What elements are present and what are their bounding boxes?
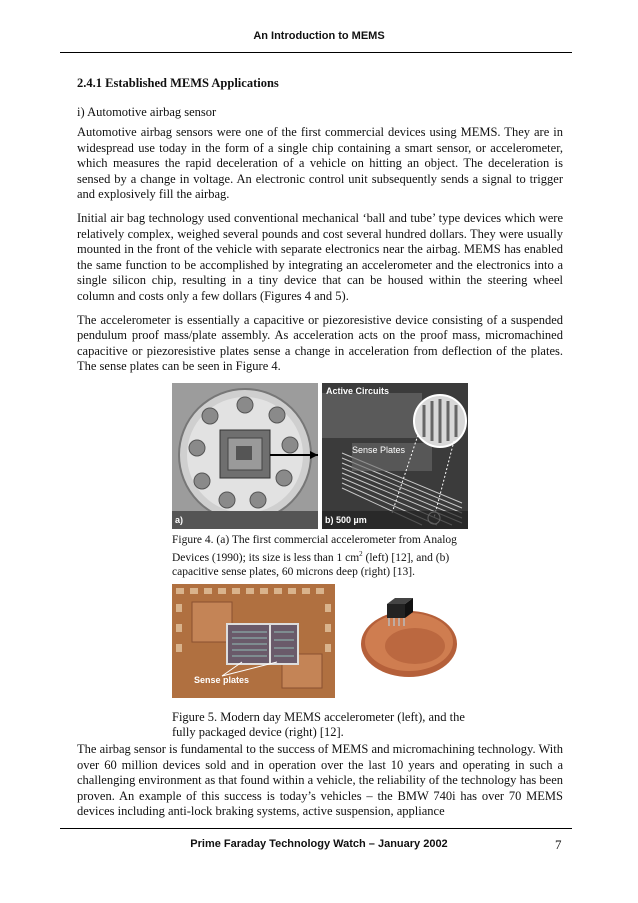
figure-4-caption [172,533,468,579]
paragraph-1: Automotive airbag sensors were one of the first commercial devices using MEMS. They are in widespread use today in the form of a single chip containing a smart sensor, or accelerometer, which measures the rapid deceleration of a vehicle on hitting an object. The deceleration is sensed by a change in voltage. An electronic control unit subsequently sends a signal to trigger and explosively fill the airbag. [77,125,563,202]
active-circuits-label: Active Circuits [326,386,390,396]
panel-a-label: a) [175,515,184,525]
page-number: 7 [555,837,562,852]
paragraph-4: The airbag sensor is fundamental to the success of MEMS and micromachining technology. With over 60 million devices sold and in operation over the last 10 years and operating in such a challenging environment as that found within a vehicle, the reliability of the technology has been proven. An example of this success is today’s vehicles – the BMW 740i has over 70 MEMS devices including anti-lock braking systems, active suspension, appliance [77,742,563,819]
panel-b-label: b) 500 µm [325,515,367,525]
footer-text: Prime Faraday Technology Watch – January 2002 [190,838,448,850]
page-content [77,72,563,383]
figure-5b-image [351,584,461,698]
figure-4b-image [322,383,468,529]
figure-5-caption: Figure 5. Modern day MEMS accelerometer (left), and the fully packaged device (right) [12]. [172,710,465,739]
subsection-heading: i) Automotive airbag sensor [77,105,217,119]
paragraph-2: Initial air bag technology used conventional mechanical ‘ball and tube’ type devices which were relatively complex, weighed several pounds and cost several hundred dollars. They were usually mounted in the front of the vehicle with separate electronics near the airbag. MEMS has enabled the same function to be accomplished by integrating an accelerometer and the electronics into a single silicon chip, resulting in a tiny device that can be housed within the steering wheel column and costs only a few dollars (Figures 4 and 5). [77,210,563,303]
figure-4-caption-text: Figure 4. (a) The first commercial accelerometer from Analog Devices (1990); its size is less than 1 cm [172,534,457,564]
figure-5a-image [172,584,335,698]
figure-4-caption-sup: 2 [359,550,363,558]
accelerometer-package-photo [172,383,318,529]
section-heading: 2.4.1 Established MEMS Applications [77,76,279,90]
paragraph-3: The accelerometer is essentially a capacitive or piezoresistive device consisting of a suspended pendulum proof mass/plate assembly. As acceleration acts on the proof mass, micromachined capacitive or piezoresistive plates sense a change in acceleration from deflection of the plates. The sense plates can be seen in Figure 4. [77,312,563,374]
sense-plates-label-fig5: Sense plates [194,675,250,685]
footer-rule [60,828,572,829]
sense-plates-label: Sense Plates [352,445,406,455]
figure-4-caption-text-end: (left) [12], and (b) capacitive sense plates, 60 microns deep (right) [13]. [172,551,450,578]
page-header: An Introduction to MEMS [253,30,385,42]
figure-4a-image [172,383,318,529]
sense-plates-micrograph [322,383,468,529]
figure-5 [172,584,468,740]
packaged-device-on-penny-photo [351,584,461,698]
figure-4 [172,383,468,579]
header-rule [60,52,572,53]
